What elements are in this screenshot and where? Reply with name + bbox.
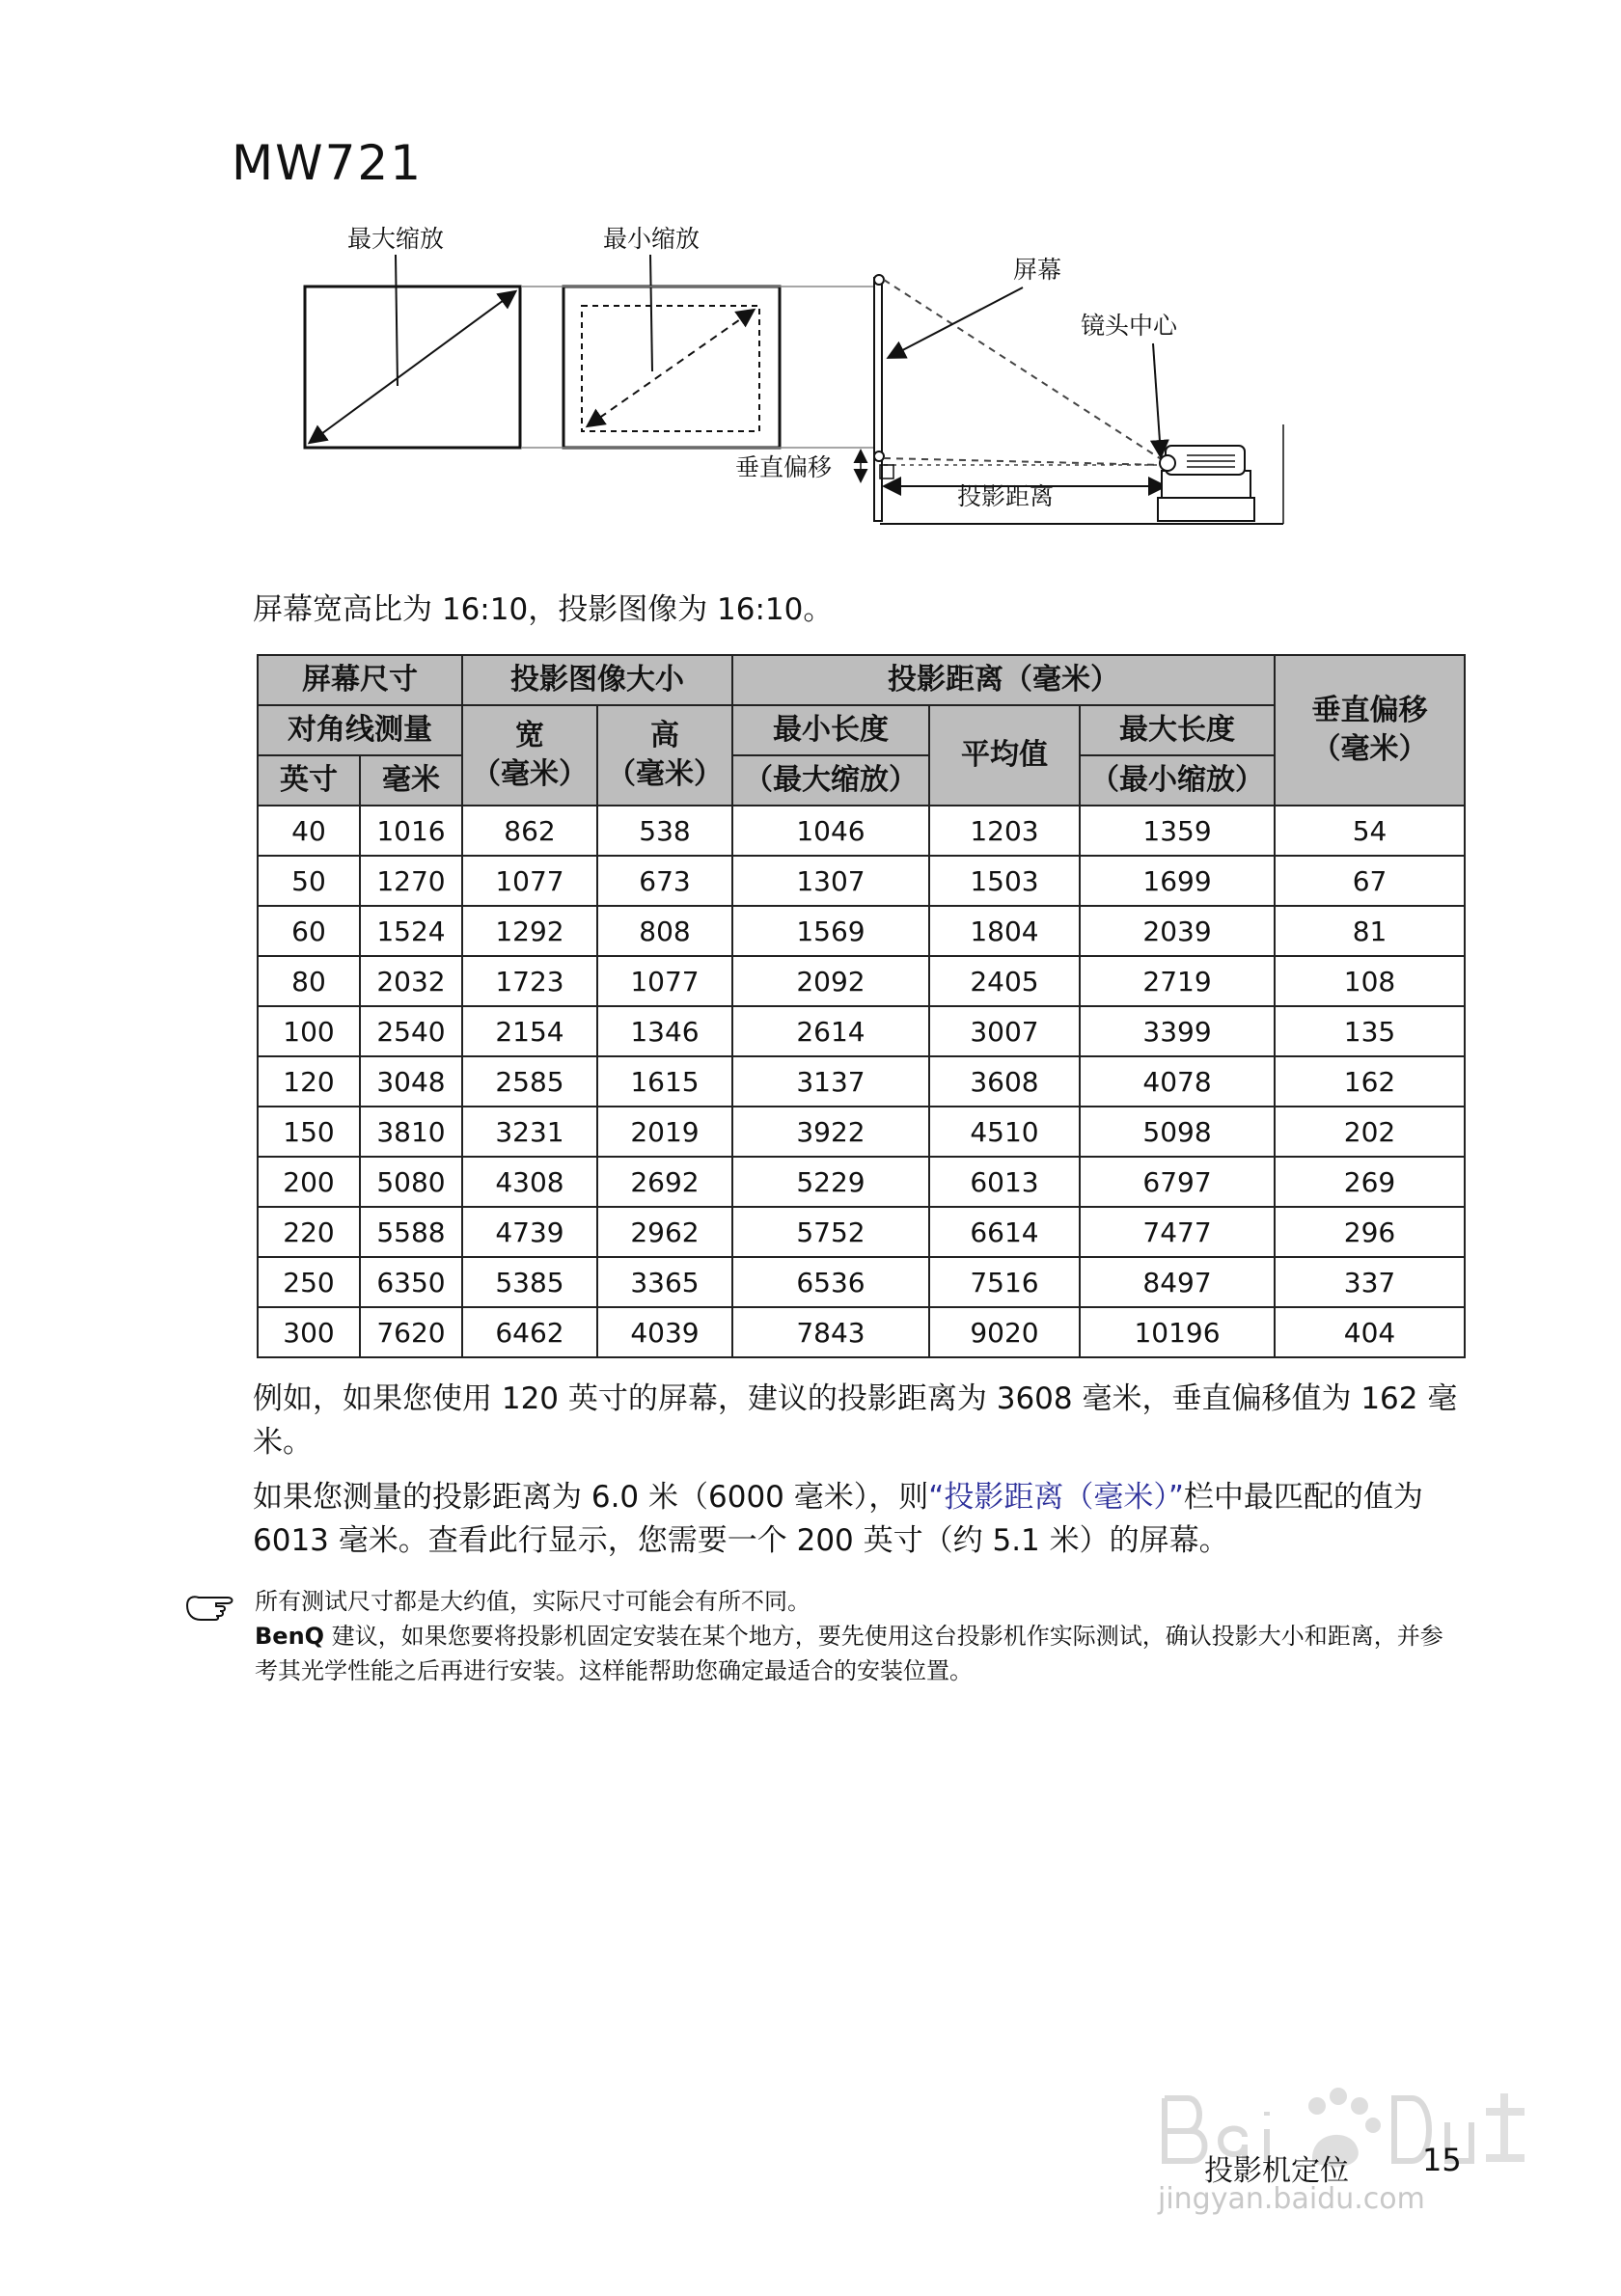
table-row (258, 1257, 1465, 1307)
pointing-hand-icon (183, 1590, 245, 1623)
label-projection-distance: 投影距离 (957, 482, 1055, 510)
table-body (258, 806, 1465, 1357)
table-cell: 3007 (929, 1006, 1080, 1056)
table-cell: 4039 (597, 1307, 732, 1357)
table-cell: 4739 (462, 1207, 597, 1257)
table-cell: 40 (258, 806, 360, 856)
table-cell: 1615 (597, 1056, 732, 1107)
table-cell: 50 (258, 856, 360, 906)
table-row (258, 1107, 1465, 1157)
table-cell: 2585 (462, 1056, 597, 1107)
table-cell: 2692 (597, 1157, 732, 1207)
table-cell: 4308 (462, 1157, 597, 1207)
table-cell: 5229 (732, 1157, 929, 1207)
table-cell: 1804 (929, 906, 1080, 956)
table-cell: 3231 (462, 1107, 597, 1157)
table-cell: 808 (597, 906, 732, 956)
table-cell: 200 (258, 1157, 360, 1207)
table-row (258, 806, 1465, 856)
note-line-2 (255, 1619, 1461, 1688)
table-cell: 1046 (732, 806, 929, 856)
table-cell: 2405 (929, 956, 1080, 1006)
table-cell: 3048 (360, 1056, 462, 1107)
table-cell: 80 (258, 956, 360, 1006)
table-cell: 2154 (462, 1006, 597, 1056)
header-width-unit: （毫米） (472, 757, 588, 791)
measure-text-quote: “投影距离（毫米）” (928, 1480, 1184, 1515)
table-cell: 1359 (1080, 806, 1275, 856)
table-cell: 1307 (732, 856, 929, 906)
header-width (462, 705, 597, 806)
table-cell: 3608 (929, 1056, 1080, 1107)
table-row (258, 856, 1465, 906)
table-cell: 8497 (1080, 1257, 1275, 1307)
table-cell: 6462 (462, 1307, 597, 1357)
table-cell: 2019 (597, 1107, 732, 1157)
table-cell: 220 (258, 1207, 360, 1257)
table-cell: 1723 (462, 956, 597, 1006)
table-cell: 4510 (929, 1107, 1080, 1157)
table-cell: 54 (1275, 806, 1465, 856)
table-cell: 2032 (360, 956, 462, 1006)
table-cell: 5752 (732, 1207, 929, 1257)
screen-side (874, 278, 882, 521)
page-number: 15 (1422, 2142, 1462, 2178)
table-row (258, 1056, 1465, 1107)
header-vertical-offset (1275, 655, 1465, 806)
table-cell: 2092 (732, 956, 929, 1006)
table-cell: 1292 (462, 906, 597, 956)
table-cell: 135 (1275, 1006, 1465, 1056)
table-cell: 6013 (929, 1157, 1080, 1207)
table-cell: 150 (258, 1107, 360, 1157)
table-cell: 120 (258, 1056, 360, 1107)
aspect-ratio-note: 屏幕宽高比为 16:10，投影图像为 16:10。 (253, 592, 834, 627)
table-cell: 404 (1275, 1307, 1465, 1357)
table-cell: 3922 (732, 1107, 929, 1157)
table-cell: 108 (1275, 956, 1465, 1006)
table-cell: 162 (1275, 1056, 1465, 1107)
header-height (597, 705, 732, 806)
table-cell: 4078 (1080, 1056, 1275, 1107)
table-cell: 3137 (732, 1056, 929, 1107)
table-cell: 1270 (360, 856, 462, 906)
table-cell: 81 (1275, 906, 1465, 956)
table-cell: 300 (258, 1307, 360, 1357)
table-cell: 10196 (1080, 1307, 1275, 1357)
note-line-2-text: 建议，如果您要将投影机固定安装在某个地方，要先使用这台投影机作实际测试，确认投影大小和距离，并参考其光学性能之后再进行安装。这样能帮助您确定最适合的安装位置。 (255, 1623, 1443, 1684)
table-cell: 6350 (360, 1257, 462, 1307)
table-cell: 3399 (1080, 1006, 1275, 1056)
model-title: MW721 (232, 135, 424, 191)
table-cell: 5098 (1080, 1107, 1275, 1157)
note-brand: BenQ (255, 1623, 325, 1650)
table-cell: 538 (597, 806, 732, 856)
header-height-unit: （毫米） (607, 757, 723, 791)
table-cell: 7620 (360, 1307, 462, 1357)
table-cell: 3365 (597, 1257, 732, 1307)
table-cell: 5080 (360, 1157, 462, 1207)
header-height-label: 高 (650, 719, 679, 752)
table-cell: 1016 (360, 806, 462, 856)
label-lens-center: 镜头中心 (1081, 312, 1178, 340)
measure-text-a: 如果您测量的投影距离为 6.0 米（6000 毫米），则 (253, 1480, 929, 1515)
table-cell: 296 (1275, 1207, 1465, 1257)
table-cell: 1699 (1080, 856, 1275, 906)
watermark-url: jingyan.baidu.com (1158, 2182, 1425, 2216)
table-cell: 1503 (929, 856, 1080, 906)
table-cell: 5588 (360, 1207, 462, 1257)
table-cell: 2962 (597, 1207, 732, 1257)
table-cell: 7516 (929, 1257, 1080, 1307)
table-cell: 7843 (732, 1307, 929, 1357)
header-inch: 英寸 (258, 755, 360, 806)
projector-icon (1158, 446, 1254, 521)
footer-section-title: 投影机定位 (1204, 2154, 1349, 2188)
table-cell: 2540 (360, 1006, 462, 1056)
example-paragraph: 例如，如果您使用 120 英寸的屏幕，建议的投影距离为 3608 毫米，垂直偏移值为 162 毫米。 (253, 1381, 1458, 1460)
note-block (255, 1584, 1461, 1688)
header-vertical-offset-unit: （毫米） (1311, 732, 1428, 766)
header-average: 平均值 (929, 705, 1080, 806)
table-cell: 100 (258, 1006, 360, 1056)
table-cell: 7477 (1080, 1207, 1275, 1257)
table-cell: 202 (1275, 1107, 1465, 1157)
table-cell: 5385 (462, 1257, 597, 1307)
header-max-length: 最大长度 (1080, 705, 1275, 755)
table-cell: 1077 (597, 956, 732, 1006)
table-cell: 6614 (929, 1207, 1080, 1257)
table-cell: 67 (1275, 856, 1465, 906)
table-cell: 1569 (732, 906, 929, 956)
table-cell: 673 (597, 856, 732, 906)
table-cell: 2039 (1080, 906, 1275, 956)
header-diagonal: 对角线测量 (258, 705, 462, 755)
table-cell: 60 (258, 906, 360, 956)
measure-text-b: 栏中最匹配的值为 6013 毫米。查看此行显示，您需要一个 200 英寸（约 5.1 米）的屏幕。 (253, 1480, 1423, 1558)
table-row (258, 956, 1465, 1006)
header-mm: 毫米 (360, 755, 462, 806)
header-vertical-offset-label: 垂直偏移 (1311, 694, 1428, 727)
header-max-length-note: （最小缩放） (1080, 755, 1275, 806)
table-cell: 1203 (929, 806, 1080, 856)
table-cell: 1524 (360, 906, 462, 956)
table-cell: 862 (462, 806, 597, 856)
header-screen-size: 屏幕尺寸 (258, 655, 462, 705)
measure-paragraph (253, 1476, 1469, 1563)
table-cell: 2719 (1080, 956, 1275, 1006)
header-min-length: 最小长度 (732, 705, 929, 755)
table-row (258, 1006, 1465, 1056)
table-cell: 250 (258, 1257, 360, 1307)
label-vertical-offset: 垂直偏移 (735, 453, 833, 481)
header-projection-distance: 投影距离（毫米） (732, 655, 1275, 705)
table-cell: 1346 (597, 1006, 732, 1056)
label-max-zoom: 最大缩放 (347, 225, 445, 253)
table-row (258, 1157, 1465, 1207)
projection-table (257, 654, 1466, 1358)
table-cell: 3810 (360, 1107, 462, 1157)
table-cell: 337 (1275, 1257, 1465, 1307)
table-cell: 1077 (462, 856, 597, 906)
table-row (258, 1207, 1465, 1257)
projection-diagram (289, 212, 1303, 540)
table-cell: 2614 (732, 1006, 929, 1056)
header-image-size: 投影图像大小 (462, 655, 732, 705)
label-min-zoom: 最小缩放 (603, 225, 701, 253)
header-min-length-note: （最大缩放） (732, 755, 929, 806)
table-row (258, 1307, 1465, 1357)
label-screen: 屏幕 (1013, 256, 1062, 284)
header-width-label: 宽 (515, 719, 544, 752)
table-cell: 269 (1275, 1157, 1465, 1207)
note-line-1: 所有测试尺寸都是大约值，实际尺寸可能会有所不同。 (255, 1588, 810, 1615)
table-cell: 6536 (732, 1257, 929, 1307)
table-cell: 9020 (929, 1307, 1080, 1357)
table-cell: 6797 (1080, 1157, 1275, 1207)
table-row (258, 906, 1465, 956)
